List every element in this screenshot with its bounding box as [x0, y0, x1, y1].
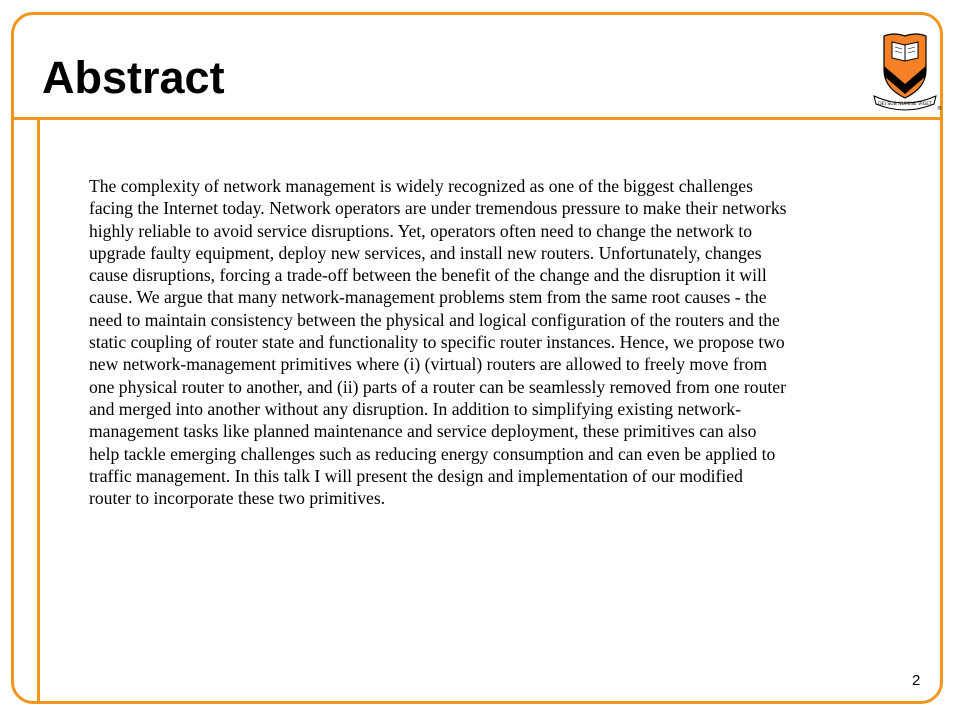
registered-mark: ® — [937, 106, 942, 112]
abstract-paragraph: The complexity of network management is widely recognized as one of the biggest challenges facing the Internet today. Network operators are under tremendous pressure to make their networks highly reliable to avoid service disruptions. Yet, operators often need to change the network to upgrade faulty equipment, deploy new services, and install new routers. Unfortunately, changes cause disruptions, forcing a trade-off between the benefit of the change and the disruption it will cause. We argue that many network-management problems stem from the same root causes - the need to maintain consistency between the physical and logical configuration of the routers and the static coupling of router state and functionality to specific router instances. Hence, we propose two new network-management primitives where (i) (virtual) routers are allowed to freely move from one physical router to another, and (ii) parts of a router can be seamlessly removed from one router and merged into another without any disruption. In addition to simplifying existing network-management tasks like planned maintenance and service deployment, these primitives can also help tackle emerging challenges such as reducing energy consumption and can even be applied to traffic management. In this talk I will present the design and implementation of our modified router to incorporate these two primitives. — [89, 176, 787, 509]
page-number: 2 — [912, 672, 921, 689]
title-divider — [14, 117, 940, 120]
logo-motto: DEI SUB NUMINE VIGET — [878, 102, 932, 107]
slide-title: Abstract — [42, 52, 225, 103]
left-accent-bar — [37, 120, 40, 704]
princeton-shield-icon — [868, 30, 942, 112]
